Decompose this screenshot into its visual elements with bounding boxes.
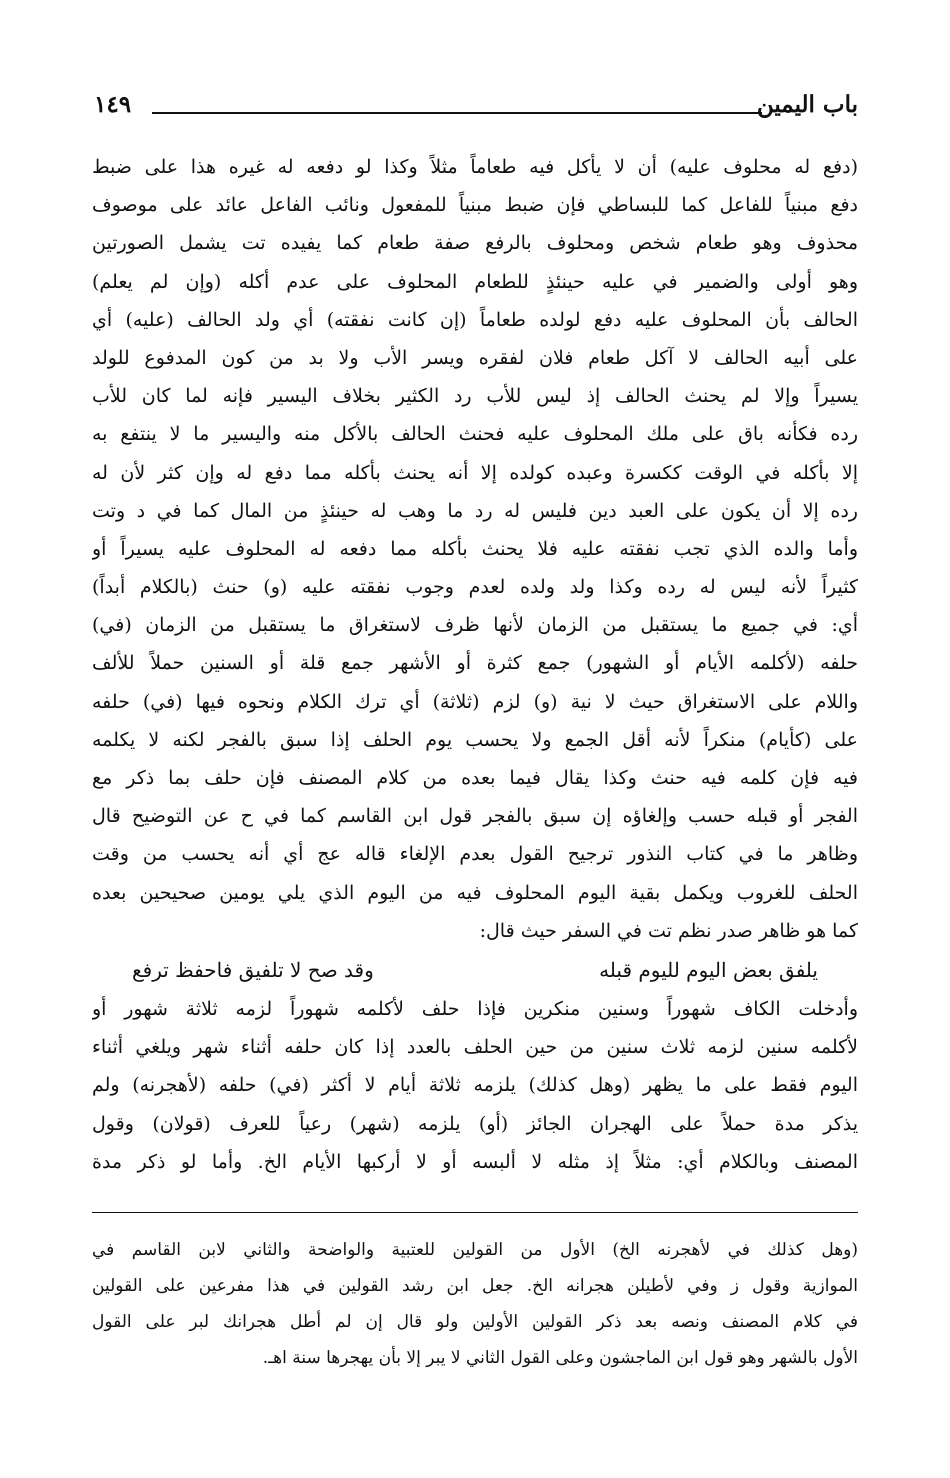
running-header — [94, 90, 858, 124]
chapter-title: باب اليمين — [756, 91, 858, 118]
text-line: اليوم فقط على ما يظهر (وهل كذلك) يلزمه ثلاثة أيام لا أكثر (في) حلفه (لأهجرنه) ولم — [92, 1074, 858, 1097]
text-line: دفع مبنياً للفاعل كما للبساطي فإن ضبط مبنياً للمفعول ونائب الفاعل عائد على موصوف — [92, 194, 858, 217]
text-line: يذكر مدة حملاً على الهجران الجائز (أو) يلزمه (شهر) رعياً للعرف (قولان) وقول — [92, 1112, 858, 1135]
text-line: (دفع له محلوف عليه) أن لا يأكل فيه طعاماً مثلاً وكذا لو دفعه له غيره هذا على ضبط — [92, 156, 858, 178]
text-line: الفجر أو قبله حسب وإلغاؤه إن سبق بالفجر قول ابن القاسم كما في ح عن التوضيح قال — [92, 805, 858, 828]
footnote-line: الأول بالشهر وهو قول ابن الماجشون وعلى القول الثاني لا يبر إلا بأن يهجرها سنة اهـ. — [262, 1348, 858, 1368]
header-rule — [152, 112, 762, 114]
text-line: واللام على الاستغراق حيث لا نية (و) لزم (ثلاثة) أي ترك الكلام ونحوه فيها (في) حلفه — [92, 690, 858, 713]
footnote-line: (وهل كذلك في لأهجرنه الخ) الأول من القولين للعتبية والواضحة والثاني لابن القاسم في — [92, 1240, 858, 1260]
text-line: كثيراً لأنه ليس له رده وكذا ولد ولده لعدم وجوب نفقته عليه (و) حنث (بالكلام أبداً) — [92, 576, 858, 599]
footnote-divider — [92, 1212, 858, 1213]
footnote-line: في كلام المصنف ونصه بعد ذكر القولين الأولين ولو قال إن لم أطل هجرانك لبر على القول — [92, 1312, 858, 1332]
page-number: ١٤٩ — [94, 91, 132, 118]
text-line: رده فكأنه باق على ملك المحلوف عليه فحنث الحالف بالأكل منه واليسير ما لا ينتفع به — [92, 423, 858, 446]
text-line: على أبيه الحالف لا آكل طعام فلان لفقره ويسر الأب ولا بد من كون المدفوع للولد — [92, 346, 858, 369]
text-line: أي: في جميع ما يستقبل من الزمان لأنها ظرف لاستغراق ما يستقبل من الزمان (في) — [92, 614, 858, 637]
text-line: يسيراً وإلا لم يحنث الحالف إذ ليس للأب رد الكثير بخلاف اليسير فإنه لما كان للأب — [92, 385, 858, 408]
text-line: إلا بأكله في الوقت ككسرة وعبده كولده إلا أنه يحنث بأكله مما دفع له وإن كثر لأن له — [92, 461, 858, 484]
text-line: فيه فإن كلمه فيه حنث وكذا يقال فيما بعده من كلام المصنف فإن حلف بما ذكر مع — [92, 767, 858, 789]
verse-first-hemistich: يلفق بعض اليوم لليوم قبله — [599, 957, 818, 982]
text-line: الحالف بأن المحلوف عليه دفع لولده طعاماً (إن كانت نفقته) أي ولد الحالف (عليه) أي — [92, 308, 858, 331]
text-line: وأدخلت الكاف شهوراً وسنين منكرين فإذا حلف لأكلمه شهوراً لزمه ثلاثة شهور أو — [92, 997, 858, 1020]
text-line: وظاهر ما في كتاب النذور ترجيح القول بعدم الإلغاء قاله عج أي أنه يحسب من وقت — [92, 843, 858, 866]
text-line: المصنف وبالكلام أي: مثلاً إذ مثله لا ألبسه أو لا أركبها الأيام الخ. وأما لو ذكر مدة — [92, 1150, 858, 1173]
text-line: الحلف للغروب ويكمل بقية اليوم المحلوف فيه من اليوم الذي يلي يومين صحيحين بعده — [92, 881, 858, 904]
text-line: وهو أولى والضمير في عليه حينئذٍ للطعام المحلوف على عدم أكله (وإن لم يعلم) — [92, 270, 858, 293]
main-text — [92, 148, 858, 1181]
poem-verse — [92, 950, 858, 990]
verse-second-hemistich: وقد صح لا تلفيق فاحفظ ترفع — [132, 957, 374, 982]
text-line: محذوف وهو طعام شخص ومحلوف بالرفع صفة طعام كما يفيده تت يشمل الصورتين — [92, 232, 858, 255]
text-line: كما هو ظاهر صدر نظم تت في السفر حيث قال: — [479, 919, 858, 942]
text-line: رده إلا أن يكون على العبد دين فليس له رد ما وهب له حينئذٍ من المال كما في د وتت — [92, 499, 858, 522]
text-line: لأكلمه سنين لزمه ثلاث سنين من حين الحلف بالعدد إذا كان حلفه أثناء شهر ويلغي أثناء — [92, 1036, 858, 1059]
footnote-line: الموازية وقول ز وفي لأطيلن هجرانه الخ. جعل ابن رشد القولين في هذا مفرعين على القولين — [92, 1276, 858, 1296]
text-line: على (كأيام) منكراً لأنه أقل الجمع ولا يحسب يوم الحلف إذا سبق بالفجر لكنه لا يكلمه — [92, 728, 858, 751]
footnote — [92, 1232, 858, 1376]
text-line: وأما والده الذي تجب نفقته عليه فلا يحنث بأكله مما دفعه له المحلوف عليه يسيراً أو — [92, 537, 858, 560]
text-line: حلفه (لأكلمه الأيام أو الشهور) جمع كثرة أو الأشهر جمع قلة أو السنين حملاً للألف — [92, 652, 858, 675]
